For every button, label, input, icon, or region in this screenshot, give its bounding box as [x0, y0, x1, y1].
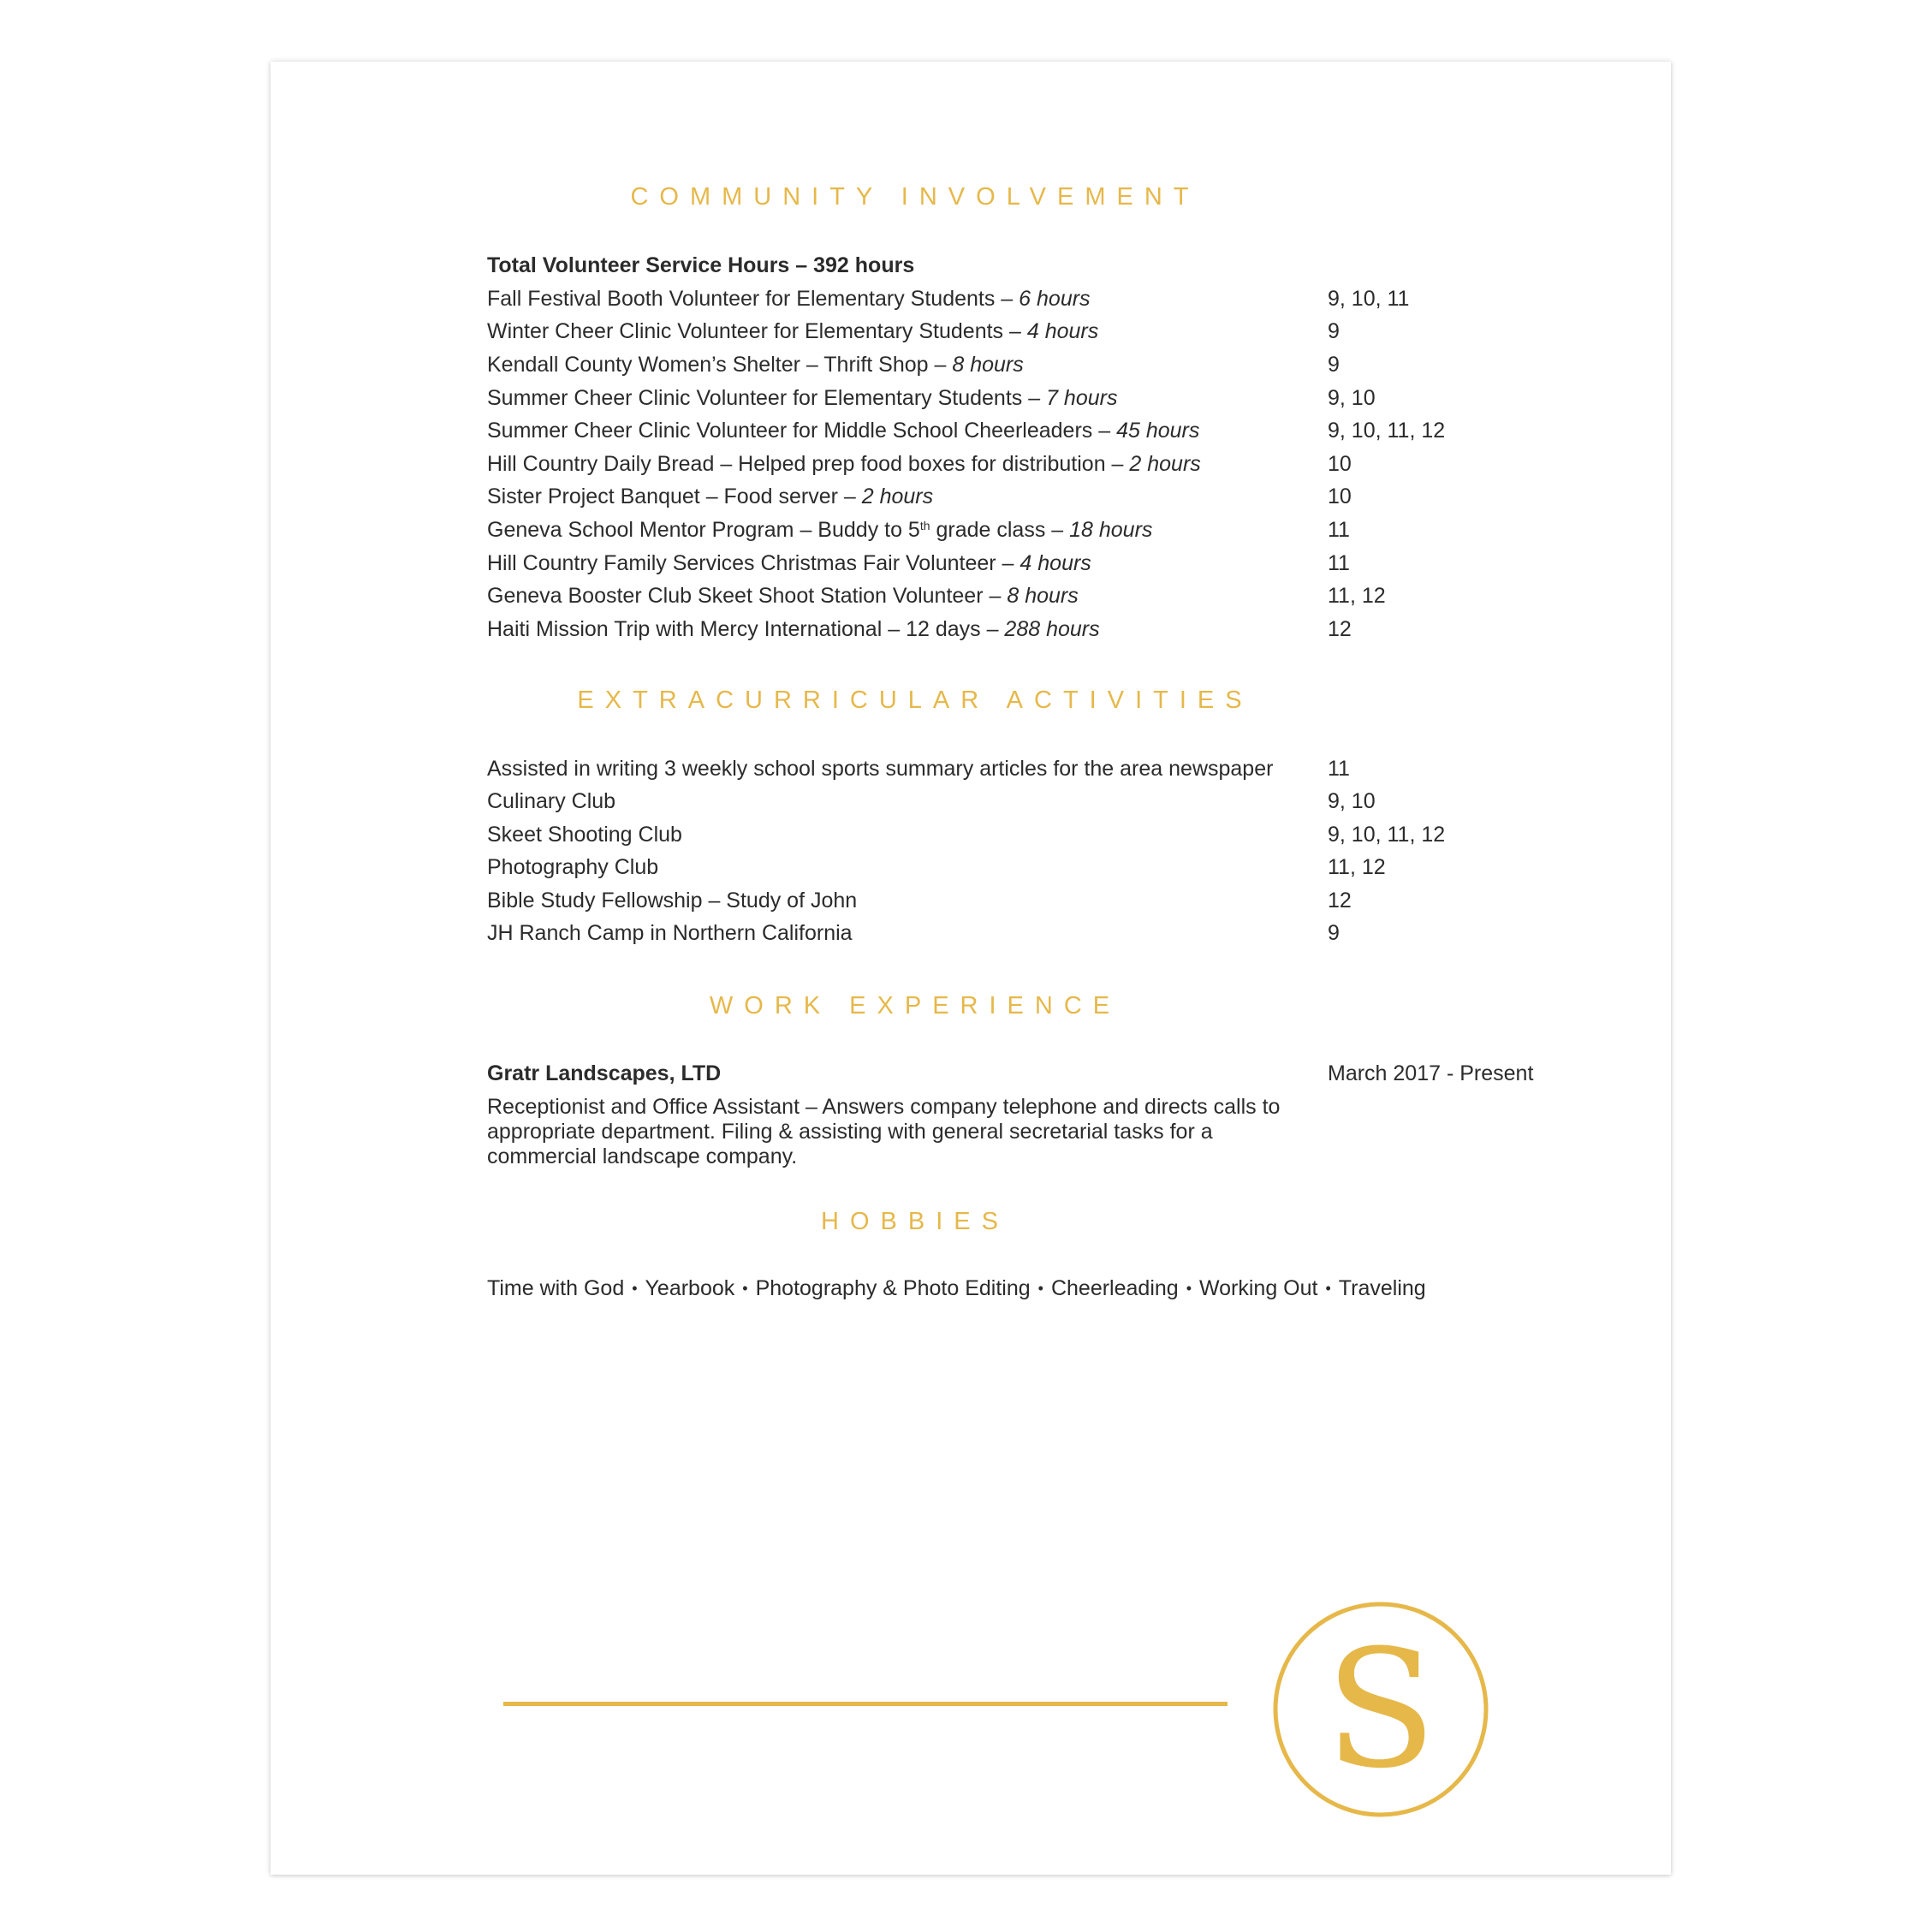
community-item-years: 11: [1328, 518, 1350, 542]
community-item-text: Hill Country Family Services Christmas Fair Volunteer –: [487, 551, 1020, 575]
community-item-years: 9, 10, 11, 12: [1328, 419, 1446, 443]
hobby-item: Photography & Photo Editing: [755, 1276, 1031, 1300]
hobby-item: Traveling: [1338, 1276, 1426, 1300]
community-item-hours: 4 hours: [1026, 319, 1099, 343]
monogram-letter: S: [1324, 1614, 1437, 1804]
community-item-years: 9: [1328, 353, 1340, 377]
extracurricular-item-years: 11, 12: [1328, 855, 1386, 879]
community-item-text: Geneva Booster Club Skeet Shoot Station Volunteer –: [487, 584, 1008, 608]
community-item-years: 9, 10: [1328, 386, 1376, 410]
community-item-hours: 7 hours: [1046, 386, 1118, 410]
community-item-text: Sister Project Banquet – Food server –: [487, 484, 862, 508]
community-item-text: Summer Cheer Clinic Volunteer for Elementary Students –: [487, 386, 1047, 410]
extracurricular-item-text: Assisted in writing 3 weekly school sports summary articles for the area newspaper: [487, 757, 1274, 781]
hobby-item: Cheerleading: [1050, 1276, 1179, 1300]
community-item-hours: 288 hours: [1004, 617, 1100, 641]
community-item: [487, 449, 1540, 479]
hobbies-list: [487, 1274, 1426, 1303]
hobby-separator: •: [1186, 1280, 1192, 1297]
extracurricular-item-years: 9, 10: [1328, 789, 1376, 813]
community-item: [487, 416, 1540, 445]
community-item-years: 10: [1328, 452, 1352, 476]
extracurricular-item-years: 11: [1328, 757, 1350, 781]
extracurricular-item-years: 9, 10, 11, 12: [1328, 823, 1446, 847]
community-item-text: Haiti Mission Trip with Mercy International – 12 days –: [487, 617, 1005, 641]
community-item-hours: 8 hours: [952, 353, 1024, 377]
community-item: [487, 515, 1540, 544]
extracurricular-item-text: Bible Study Fellowship – Study of John: [487, 889, 858, 912]
community-item: [487, 615, 1540, 644]
work-employer-row: [487, 1059, 1540, 1088]
hobby-separator: •: [742, 1280, 748, 1297]
hobby-item: Time with God: [487, 1276, 625, 1300]
community-item-text: Geneva School Mentor Program – Buddy to 5: [487, 518, 920, 542]
community-item-years: 11, 12: [1328, 584, 1386, 608]
extracurricular-item-text: JH Ranch Camp in Northern California: [487, 921, 853, 945]
hobby-item: Working Out: [1199, 1276, 1318, 1300]
community-item-hours: 8 hours: [1007, 584, 1079, 608]
community-item-hours: 45 hours: [1116, 419, 1200, 443]
extracurricular-item-years: 9: [1328, 921, 1340, 945]
community-item: [487, 482, 1540, 511]
work-dates: March 2017 - Present: [1328, 1061, 1534, 1085]
total-volunteer-hours-label: Total Volunteer Service Hours – 392 hours: [487, 253, 915, 277]
community-item: [487, 284, 1540, 313]
hobby-separator: •: [632, 1280, 638, 1297]
community-item-hours: 6 hours: [1019, 287, 1091, 311]
extracurricular-item-years: 12: [1328, 889, 1352, 912]
community-item-hours: 2 hours: [861, 484, 934, 508]
extracurricular-item: [487, 820, 1540, 849]
work-description: Receptionist and Office Assistant – Answers company telephone and directs calls to appropriate department. Filing & assisting with general secretarial tasks for a commercial landscape company.: [487, 1095, 1281, 1168]
extracurricular-item-text: Photography Club: [487, 855, 659, 879]
extracurricular-item: [487, 918, 1540, 948]
ordinal-suffix: th: [919, 519, 930, 532]
community-item: [487, 383, 1540, 413]
community-item-hours: 4 hours: [1020, 551, 1091, 575]
extracurricular-heading: EXTRACURRICULAR ACTIVITIES: [577, 687, 1253, 714]
community-item-hours: 2 hours: [1129, 452, 1201, 476]
footer-divider-line: [503, 1702, 1228, 1706]
hobby-item: Yearbook: [645, 1276, 735, 1300]
community-item-text: Summer Cheer Clinic Volunteer for Middle School Cheerleaders –: [487, 419, 1117, 443]
extracurricular-item: [487, 886, 1540, 915]
community-item-text: Winter Cheer Clinic Volunteer for Elementary Students –: [487, 319, 1027, 343]
community-item-years: 10: [1328, 484, 1352, 508]
extracurricular-item-text: Culinary Club: [487, 789, 616, 813]
community-item-text: grade class –: [930, 518, 1070, 542]
community-item-years: 12: [1328, 617, 1352, 641]
extracurricular-item-text: Skeet Shooting Club: [487, 823, 682, 847]
community-item-hours: 18 hours: [1069, 518, 1153, 542]
hobby-separator: •: [1037, 1280, 1043, 1297]
community-involvement-heading: COMMUNITY INVOLVEMENT: [630, 183, 1200, 211]
total-volunteer-hours: [487, 251, 1540, 280]
community-item-years: 11: [1328, 551, 1350, 575]
community-item: [487, 581, 1540, 610]
community-item-text: Kendall County Women’s Shelter – Thrift Shop –: [487, 353, 953, 377]
extracurricular-item: [487, 754, 1540, 783]
work-employer: Gratr Landscapes, LTD: [487, 1061, 722, 1085]
community-item-years: 9: [1328, 319, 1340, 343]
community-item-text: Fall Festival Booth Volunteer for Elementary Students –: [487, 287, 1020, 311]
extracurricular-item: [487, 853, 1540, 882]
community-item: [487, 549, 1540, 578]
community-item: [487, 317, 1540, 346]
extracurricular-item: [487, 787, 1540, 816]
monogram-circle-icon: [1273, 1602, 1489, 1817]
community-item-years: 9, 10, 11: [1328, 287, 1410, 311]
work-experience-heading: WORK EXPERIENCE: [709, 992, 1121, 1020]
community-item-text: Hill Country Daily Bread – Helped prep food boxes for distribution –: [487, 452, 1130, 476]
hobbies-heading: HOBBIES: [821, 1208, 1009, 1235]
hobby-separator: •: [1325, 1280, 1331, 1297]
community-item: [487, 350, 1540, 379]
